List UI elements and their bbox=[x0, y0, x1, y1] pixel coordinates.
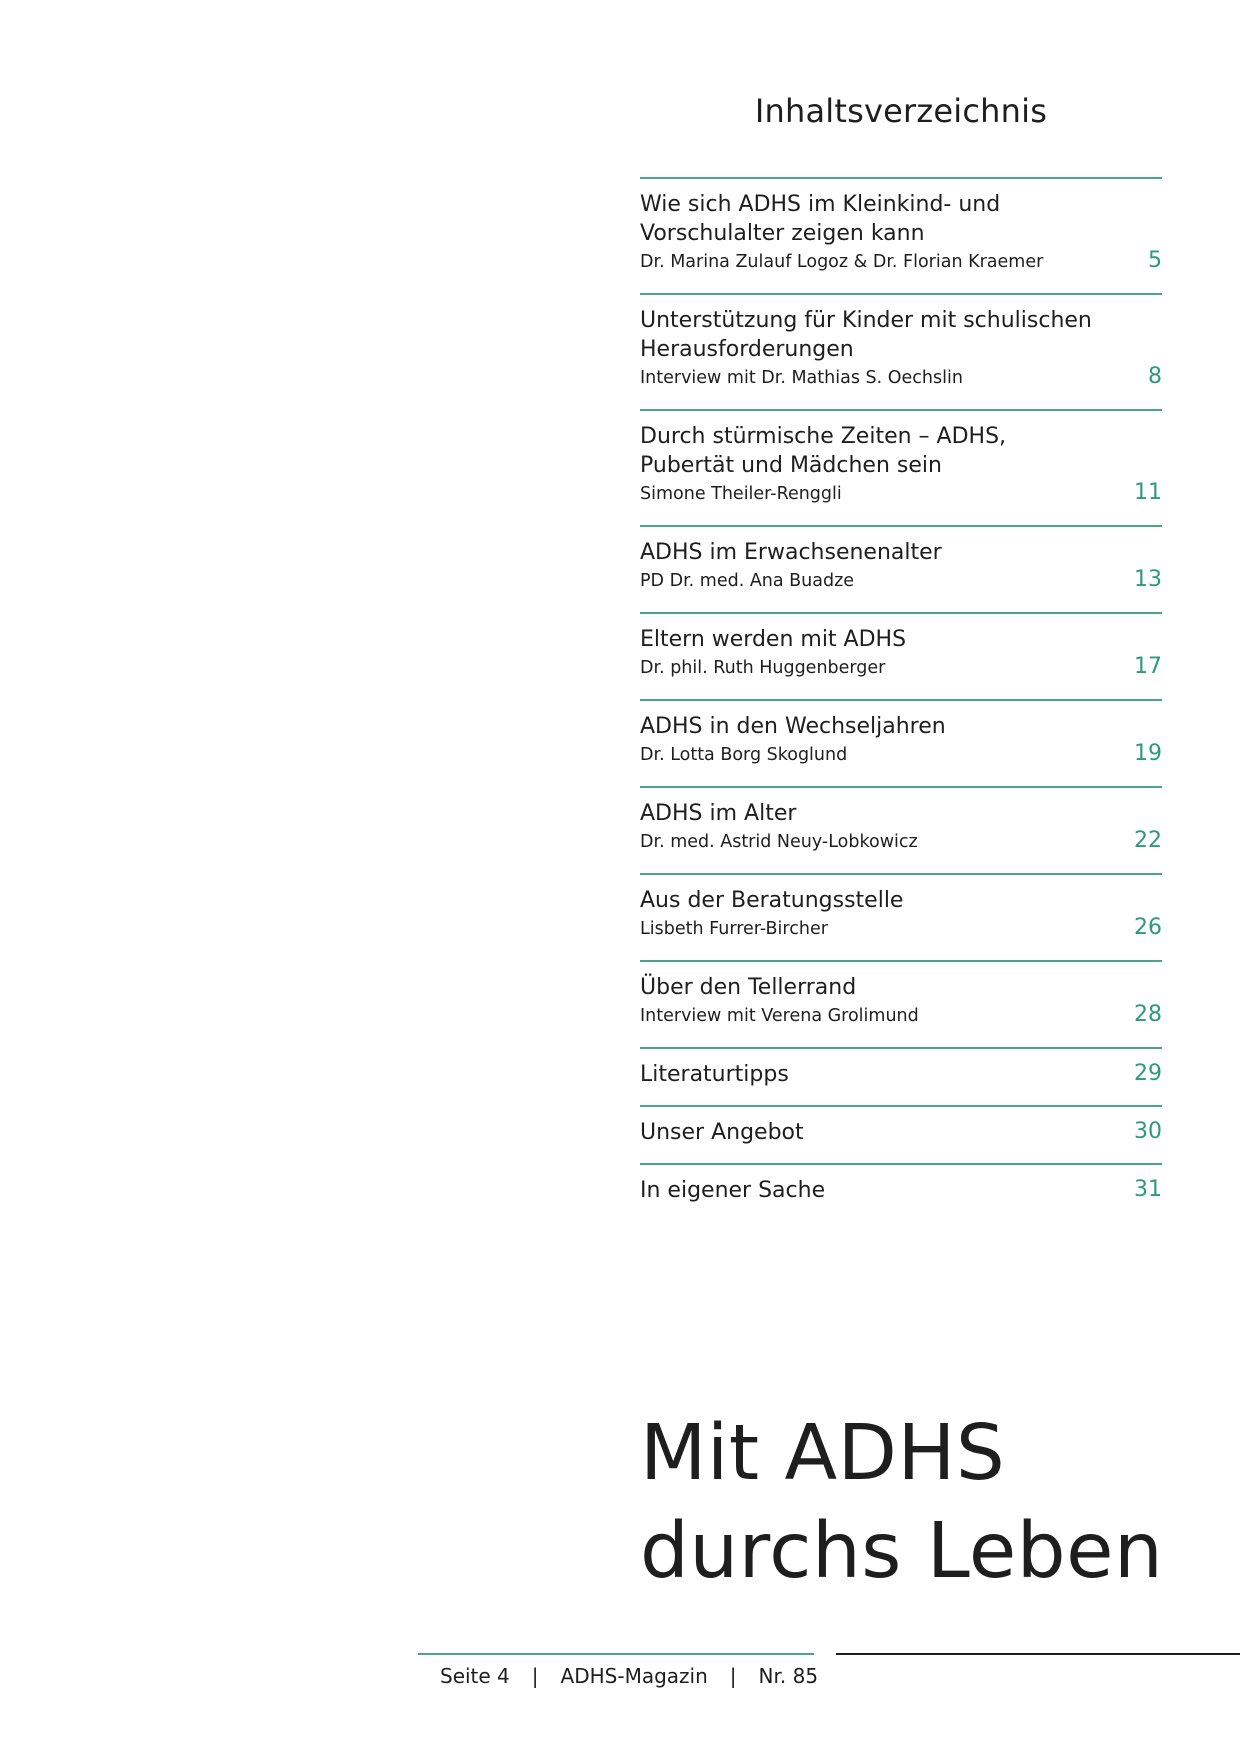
toc-entry-author: Interview mit Dr. Mathias S. Oechslin bbox=[640, 368, 963, 388]
headline-line-2: durchs Leben bbox=[640, 1507, 1164, 1596]
toc-entry-author: Dr. phil. Ruth Huggenberger bbox=[640, 658, 886, 678]
footer-page-number: Seite 4 bbox=[440, 1664, 510, 1688]
toc-entry-page: 8 bbox=[1148, 364, 1162, 389]
toc-entry-page: 22 bbox=[1134, 828, 1162, 853]
toc-entry[interactable] bbox=[640, 612, 1162, 699]
headline-line-1: Mit ADHS bbox=[640, 1409, 1006, 1498]
toc-entry-title: Durch stürmische Zeiten – ADHS, Pubertät und Mädchen sein bbox=[640, 424, 1007, 478]
table-of-contents bbox=[640, 177, 1162, 1221]
toc-entry-title: In eigener Sache bbox=[640, 1178, 826, 1203]
toc-entry[interactable] bbox=[640, 177, 1162, 293]
toc-entry-page: 11 bbox=[1134, 480, 1162, 505]
toc-entry[interactable] bbox=[640, 960, 1162, 1047]
footer-separator: | bbox=[531, 1664, 539, 1688]
toc-entry-title: ADHS im Alter bbox=[640, 801, 797, 826]
toc-entry-page: 31 bbox=[1134, 1177, 1162, 1202]
footer-rule-dark bbox=[836, 1653, 1240, 1655]
toc-entry[interactable] bbox=[640, 293, 1162, 409]
toc-entry-page: 17 bbox=[1134, 654, 1162, 679]
toc-entry[interactable] bbox=[640, 873, 1162, 960]
toc-title: Inhaltsverzeichnis bbox=[754, 92, 1048, 130]
toc-entry-author: Dr. Lotta Borg Skoglund bbox=[640, 745, 848, 765]
toc-entry[interactable] bbox=[640, 1163, 1162, 1221]
toc-entry-author: Simone Theiler-Renggli bbox=[640, 484, 842, 504]
toc-entry-title: ADHS in den Wechseljahren bbox=[640, 714, 946, 739]
toc-entry-title: Eltern werden mit ADHS bbox=[640, 627, 907, 652]
headline bbox=[640, 1405, 1163, 1601]
toc-entry-title: Unser Angebot bbox=[640, 1120, 804, 1145]
toc-entry-title: ADHS im Erwachsenenalter bbox=[640, 540, 942, 565]
page-footer bbox=[440, 1664, 818, 1688]
toc-entry[interactable] bbox=[640, 699, 1162, 786]
toc-entry-page: 29 bbox=[1134, 1061, 1162, 1086]
toc-entry-author: PD Dr. med. Ana Buadze bbox=[640, 571, 855, 591]
toc-entry-author: Dr. med. Astrid Neuy-Lobkowicz bbox=[640, 832, 918, 852]
toc-entry-page: 13 bbox=[1134, 567, 1162, 592]
toc-entry[interactable] bbox=[640, 1105, 1162, 1163]
toc-entry[interactable] bbox=[640, 409, 1162, 525]
footer-issue-number: Nr. 85 bbox=[758, 1664, 819, 1688]
toc-entry-title: Über den Tellerrand bbox=[640, 975, 857, 1000]
toc-entry-author: Interview mit Verena Grolimund bbox=[640, 1006, 919, 1026]
toc-entry[interactable] bbox=[640, 786, 1162, 873]
footer-rule-green bbox=[418, 1653, 814, 1655]
toc-entry-page: 30 bbox=[1134, 1119, 1162, 1144]
toc-entry-page: 26 bbox=[1134, 915, 1162, 940]
toc-entry-author: Dr. Marina Zulauf Logoz & Dr. Florian Kraemer bbox=[640, 252, 1044, 272]
toc-entry-page: 19 bbox=[1134, 741, 1162, 766]
toc-entry-title: Aus der Beratungsstelle bbox=[640, 888, 904, 913]
toc-entry-author: Lisbeth Furrer-Bircher bbox=[640, 919, 828, 939]
toc-entry-title: Literaturtipps bbox=[640, 1062, 789, 1087]
toc-entry-page: 5 bbox=[1148, 248, 1162, 273]
footer-separator: | bbox=[729, 1664, 737, 1688]
footer-magazine-name: ADHS-Magazin bbox=[560, 1664, 708, 1688]
toc-entry-title: Wie sich ADHS im Kleinkind- und Vorschulalter zeigen kann bbox=[640, 192, 1001, 246]
toc-entry-page: 28 bbox=[1134, 1002, 1162, 1027]
toc-entry[interactable] bbox=[640, 525, 1162, 612]
toc-entry[interactable] bbox=[640, 1047, 1162, 1105]
toc-entry-title: Unterstützung für Kinder mit schulischen Herausforderungen bbox=[640, 308, 1092, 362]
